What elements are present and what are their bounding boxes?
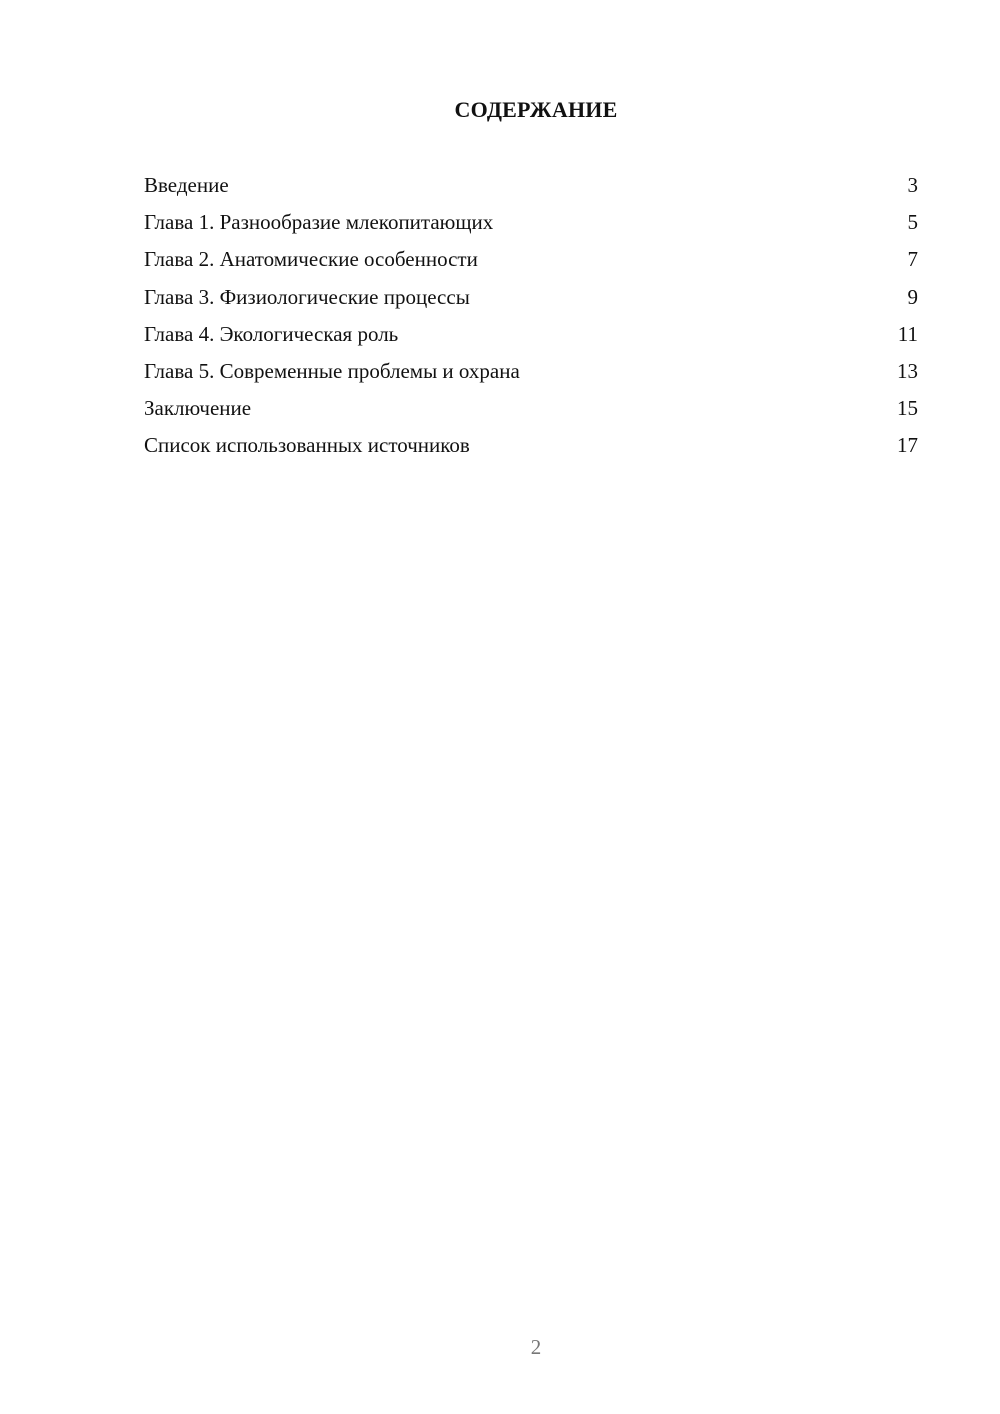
table-of-contents bbox=[144, 171, 918, 469]
toc-entry-page: 9 bbox=[907, 284, 918, 309]
toc-entry-conclusion bbox=[144, 394, 918, 431]
toc-entry-page: 3 bbox=[907, 173, 918, 197]
toc-entry-label: Глава 3. Физиологические процессы bbox=[144, 284, 470, 309]
toc-entry-page: 7 bbox=[907, 247, 918, 272]
toc-entry-label: Заключение bbox=[144, 396, 252, 421]
toc-entry-label: Введение bbox=[144, 173, 229, 197]
toc-entry-page: 11 bbox=[897, 321, 918, 346]
toc-entry-label: Список использованных источников bbox=[144, 433, 470, 458]
toc-entry-page: 15 bbox=[897, 396, 918, 421]
toc-entry-label: Глава 5. Современные проблемы и охрана bbox=[144, 358, 520, 383]
toc-entry-label: Глава 2. Анатомические особенности bbox=[144, 247, 478, 272]
page-title: СОДЕРЖАНИЕ bbox=[454, 97, 618, 122]
toc-entry-chapter-2 bbox=[144, 245, 918, 282]
page-number: 2 bbox=[530, 1335, 542, 1359]
toc-entry-page: 13 bbox=[897, 358, 918, 383]
toc-entry-introduction bbox=[144, 171, 918, 208]
toc-entry-chapter-3 bbox=[144, 283, 918, 320]
toc-entry-chapter-4 bbox=[144, 320, 918, 357]
toc-entry-references bbox=[144, 431, 918, 468]
toc-entry-chapter-5 bbox=[144, 357, 918, 394]
toc-entry-page: 5 bbox=[907, 210, 918, 235]
toc-entry-label: Глава 4. Экологическая роль bbox=[144, 321, 399, 346]
toc-entry-label: Глава 1. Разнообразие млекопитающих bbox=[144, 210, 494, 235]
toc-entry-chapter-1 bbox=[144, 208, 918, 245]
toc-entry-page: 17 bbox=[897, 433, 918, 458]
